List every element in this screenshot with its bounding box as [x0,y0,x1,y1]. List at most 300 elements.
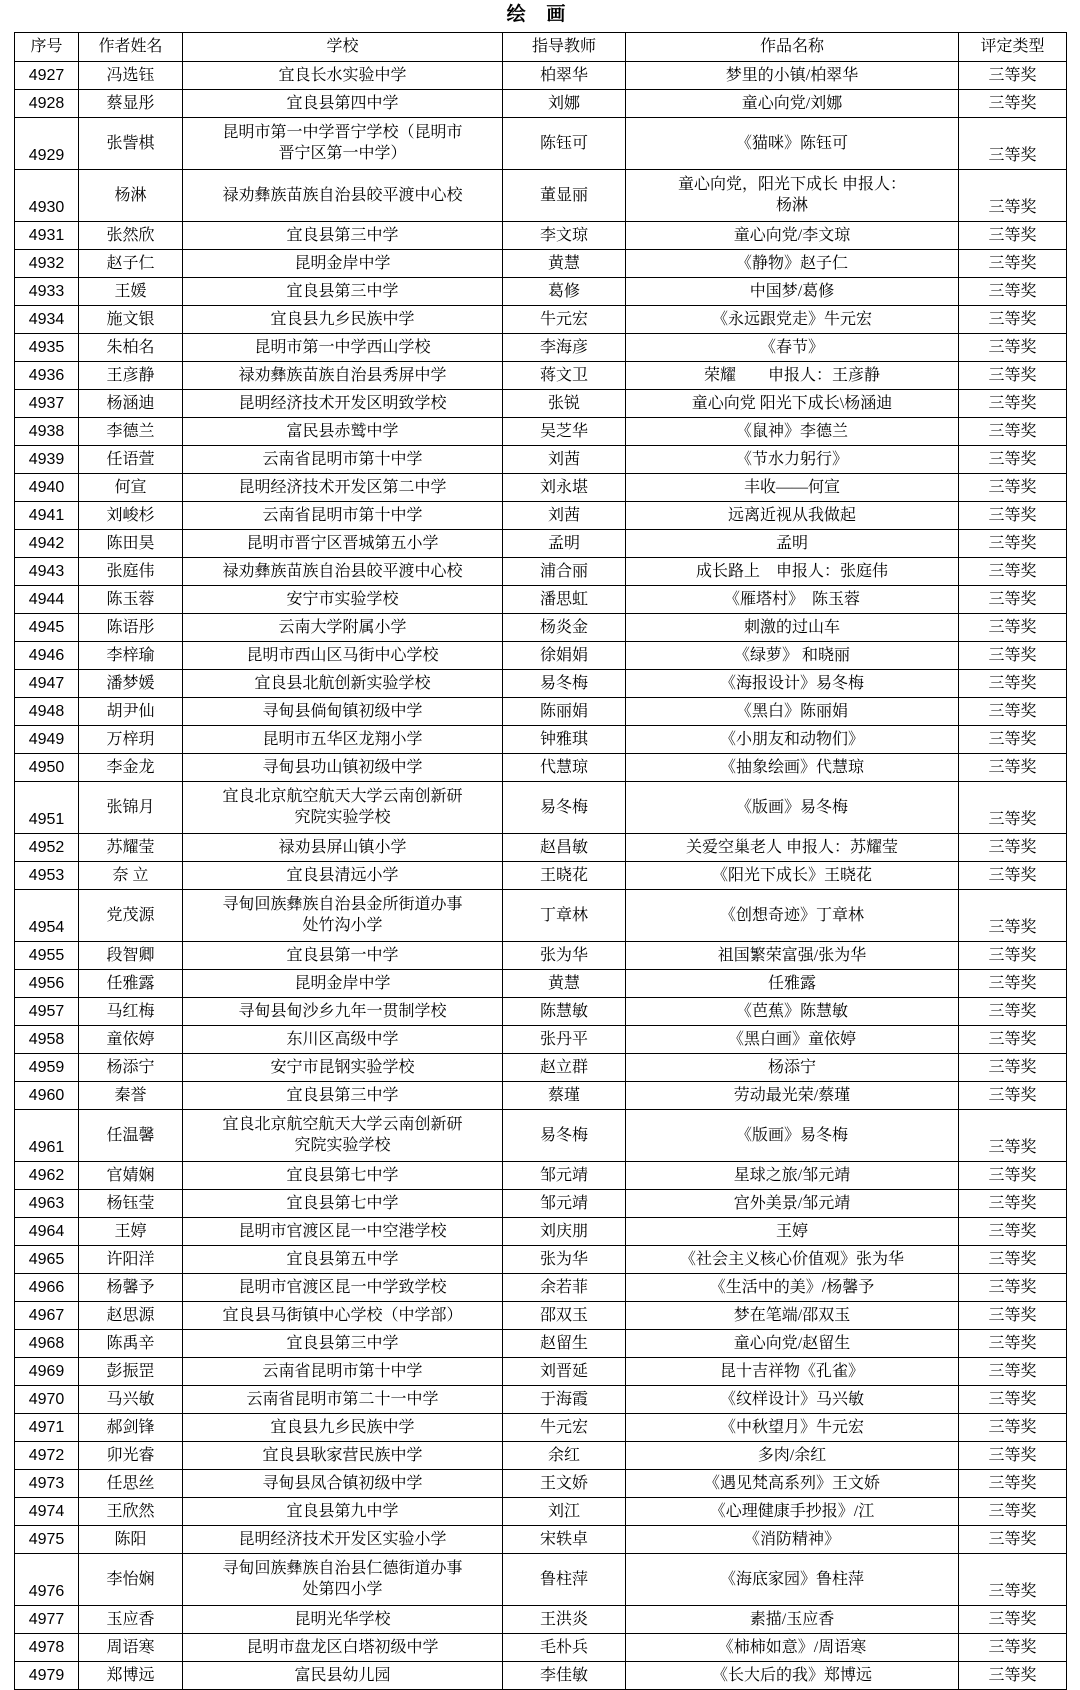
cell-teacher-name: 柏翠华 [503,61,626,89]
cell-author-name: 党茂源 [79,889,183,941]
cell-sequence-number: 4946 [15,641,79,669]
cell-sequence-number: 4967 [15,1301,79,1329]
cell-teacher-name: 王洪炎 [503,1605,626,1633]
cell-work-title: 任雅露 [626,969,959,997]
table-row [15,781,1067,833]
cell-author-name: 王彦静 [79,361,183,389]
cell-work-title: 多肉/余红 [626,1441,959,1469]
cell-school-name-line: 宜良北京航空航天大学云南创新研 [222,1115,463,1133]
cell-school-name: 宜良县第三中学 [183,1329,503,1357]
cell-teacher-name: 邹元靖 [503,1161,626,1189]
cell-sequence-number: 4941 [15,501,79,529]
cell-school-name [183,781,503,833]
table-row [15,277,1067,305]
cell-school-name-line: 宜良北京航空航天大学云南创新研 [222,787,463,805]
cell-school-name: 昆明市盘龙区白塔初级中学 [183,1633,503,1661]
cell-award-type: 三等奖 [959,585,1067,613]
cell-author-name: 苏耀莹 [79,833,183,861]
table-row [15,861,1067,889]
table-row [15,1109,1067,1161]
cell-award-type: 三等奖 [959,305,1067,333]
cell-award-type: 三等奖 [959,1413,1067,1441]
cell-teacher-name: 张为华 [503,941,626,969]
cell-sequence-number: 4962 [15,1161,79,1189]
cell-teacher-name: 刘茜 [503,445,626,473]
cell-award-type: 三等奖 [959,529,1067,557]
cell-school-name: 宜良县第三中学 [183,221,503,249]
cell-sequence-number: 4969 [15,1357,79,1385]
cell-author-name: 朱柏名 [79,333,183,361]
cell-school-name-line: 究院实验学校 [294,809,391,827]
cell-school-name: 昆明市五华区龙翔小学 [183,725,503,753]
cell-work-title: 王婷 [626,1217,959,1245]
cell-author-name: 许阳洋 [79,1245,183,1273]
cell-author-name: 彭振罡 [79,1357,183,1385]
cell-teacher-name: 易冬梅 [503,669,626,697]
cell-school-name: 宜良县第五中学 [183,1245,503,1273]
cell-school-name: 富民县幼儿园 [183,1661,503,1689]
cell-award-type: 三等奖 [959,1633,1067,1661]
cell-work-title: 《鼠神》李德兰 [626,417,959,445]
cell-award-type: 三等奖 [959,1161,1067,1189]
cell-teacher-name: 余红 [503,1441,626,1469]
cell-school-name: 安宁市实验学校 [183,585,503,613]
cell-school-name: 云南省昆明市第二十一中学 [183,1385,503,1413]
cell-work-title-line: 童心向党，阳光下成长 申报人： [677,175,906,193]
table-row [15,1189,1067,1217]
table-row [15,1053,1067,1081]
cell-award-type: 三等奖 [959,1081,1067,1109]
cell-work-title [626,169,959,221]
table-row [15,1525,1067,1553]
cell-award-type: 三等奖 [959,1357,1067,1385]
cell-teacher-name: 张为华 [503,1245,626,1273]
cell-author-name: 童依婷 [79,1025,183,1053]
cell-award-type: 三等奖 [959,89,1067,117]
cell-award-type: 三等奖 [959,613,1067,641]
cell-award-type: 三等奖 [959,1441,1067,1469]
column-header-award: 评定类型 [959,32,1067,61]
cell-teacher-name: 丁章林 [503,889,626,941]
cell-author-name: 陈禹辛 [79,1329,183,1357]
cell-work-title: 劳动最光荣/蔡瑾 [626,1081,959,1109]
cell-award-type: 三等奖 [959,1385,1067,1413]
cell-award-type: 三等奖 [959,889,1067,941]
cell-school-name: 宜良县第七中学 [183,1189,503,1217]
cell-author-name: 李德兰 [79,417,183,445]
cell-sequence-number: 4973 [15,1469,79,1497]
table-row [15,1025,1067,1053]
cell-teacher-name: 陈钰可 [503,117,626,169]
cell-school-name: 禄劝彝族苗族自治县皎平渡中心校 [183,169,503,221]
cell-school-name: 昆明经济技术开发区第二中学 [183,473,503,501]
cell-school-name: 宜良长水实验中学 [183,61,503,89]
table-header-row [15,32,1067,61]
cell-school-name: 宜良县第一中学 [183,941,503,969]
cell-sequence-number: 4964 [15,1217,79,1245]
cell-sequence-number: 4942 [15,529,79,557]
cell-author-name: 张訾棋 [79,117,183,169]
cell-work-title: 《阳光下成长》王晓花 [626,861,959,889]
cell-author-name: 潘梦媛 [79,669,183,697]
cell-teacher-name: 杨炎金 [503,613,626,641]
cell-school-name-line: 究院实验学校 [294,1137,391,1155]
cell-work-title: 丰收——何宣 [626,473,959,501]
table-row [15,61,1067,89]
cell-award-type: 三等奖 [959,697,1067,725]
cell-work-title: 《黑白》陈丽娟 [626,697,959,725]
cell-teacher-name: 张丹平 [503,1025,626,1053]
cell-teacher-name: 于海霞 [503,1385,626,1413]
column-header-school: 学校 [183,32,503,61]
cell-work-title: 刺激的过山车 [626,613,959,641]
cell-author-name: 张庭伟 [79,557,183,585]
cell-teacher-name: 刘庆朋 [503,1217,626,1245]
cell-teacher-name: 邹元靖 [503,1189,626,1217]
cell-teacher-name: 牛元宏 [503,305,626,333]
cell-sequence-number: 4952 [15,833,79,861]
cell-sequence-number: 4949 [15,725,79,753]
cell-school-name: 宜良县九乡民族中学 [183,1413,503,1441]
cell-teacher-name: 易冬梅 [503,781,626,833]
cell-work-title: 昆十吉祥物《孔雀》 [626,1357,959,1385]
table-row [15,889,1067,941]
cell-work-title: 《版画》易冬梅 [626,1109,959,1161]
cell-teacher-name: 鲁柱萍 [503,1553,626,1605]
table-row [15,417,1067,445]
table-row [15,1329,1067,1357]
cell-school-name-line: 处竹沟小学 [302,917,383,935]
cell-award-type: 三等奖 [959,333,1067,361]
table-row [15,1553,1067,1605]
cell-award-type: 三等奖 [959,941,1067,969]
cell-teacher-name: 易冬梅 [503,1109,626,1161]
cell-sequence-number: 4976 [15,1553,79,1605]
cell-award-type: 三等奖 [959,473,1067,501]
cell-school-name-line: 处第四小学 [302,1581,383,1599]
cell-work-title: 星球之旅/邹元靖 [626,1161,959,1189]
cell-sequence-number: 4961 [15,1109,79,1161]
cell-award-type: 三等奖 [959,1245,1067,1273]
table-row [15,969,1067,997]
table-body [15,61,1067,1689]
cell-award-type: 三等奖 [959,61,1067,89]
cell-author-name: 任温馨 [79,1109,183,1161]
cell-sequence-number: 4931 [15,221,79,249]
cell-work-title: 宫外美景/邹元靖 [626,1189,959,1217]
table-row [15,501,1067,529]
cell-work-title: 成长路上 申报人：张庭伟 [626,557,959,585]
cell-author-name: 王婷 [79,1217,183,1245]
cell-sequence-number: 4954 [15,889,79,941]
cell-school-name: 富民县赤鹫中学 [183,417,503,445]
cell-author-name: 陈阳 [79,1525,183,1553]
cell-sequence-number: 4928 [15,89,79,117]
cell-sequence-number: 4945 [15,613,79,641]
cell-award-type: 三等奖 [959,1273,1067,1301]
table-row [15,169,1067,221]
cell-work-title: 《小朋友和动物们》 [626,725,959,753]
cell-teacher-name: 王晓花 [503,861,626,889]
cell-work-title: 《节水力躬行》 [626,445,959,473]
cell-work-title: 中国梦/葛修 [626,277,959,305]
cell-work-title: 《社会主义核心价值观》张为华 [626,1245,959,1273]
cell-award-type: 三等奖 [959,389,1067,417]
cell-sequence-number: 4979 [15,1661,79,1689]
cell-work-title: 童心向党 阳光下成长\杨涵迪 [626,389,959,417]
cell-work-title: 《中秋望月》牛元宏 [626,1413,959,1441]
cell-award-type: 三等奖 [959,1189,1067,1217]
cell-teacher-name: 牛元宏 [503,1413,626,1441]
cell-school-name: 东川区高级中学 [183,1025,503,1053]
table-row [15,557,1067,585]
cell-school-name: 昆明市西山区马街中心学校 [183,641,503,669]
column-header-author: 作者姓名 [79,32,183,61]
cell-author-name: 张然欣 [79,221,183,249]
cell-school-name: 昆明金岸中学 [183,249,503,277]
cell-award-type: 三等奖 [959,557,1067,585]
cell-author-name: 任雅露 [79,969,183,997]
cell-sequence-number: 4977 [15,1605,79,1633]
cell-work-title: 《版画》易冬梅 [626,781,959,833]
cell-award-type: 三等奖 [959,833,1067,861]
table-row [15,361,1067,389]
cell-sequence-number: 4974 [15,1497,79,1525]
cell-author-name: 李怡娴 [79,1553,183,1605]
cell-teacher-name: 赵昌敏 [503,833,626,861]
cell-author-name: 李梓瑜 [79,641,183,669]
cell-work-title: 杨添宁 [626,1053,959,1081]
cell-award-type: 三等奖 [959,997,1067,1025]
cell-author-name: 杨馨予 [79,1273,183,1301]
cell-award-type: 三等奖 [959,445,1067,473]
cell-work-title: 《生活中的美》/杨馨予 [626,1273,959,1301]
cell-sequence-number: 4968 [15,1329,79,1357]
cell-author-name: 郑博远 [79,1661,183,1689]
cell-award-type: 三等奖 [959,781,1067,833]
cell-teacher-name: 刘晋延 [503,1357,626,1385]
table-row [15,1161,1067,1189]
cell-school-name [183,889,503,941]
cell-sequence-number: 4947 [15,669,79,697]
cell-sequence-number: 4940 [15,473,79,501]
table-row [15,1301,1067,1329]
cell-author-name: 刘峻杉 [79,501,183,529]
cell-teacher-name: 李佳敏 [503,1661,626,1689]
table-row [15,1245,1067,1273]
cell-award-type: 三等奖 [959,725,1067,753]
cell-school-name: 云南省昆明市第十中学 [183,501,503,529]
cell-work-title: 《纹样设计》马兴敏 [626,1385,959,1413]
cell-work-title: 《黑白画》童依婷 [626,1025,959,1053]
cell-teacher-name: 刘永堪 [503,473,626,501]
cell-sequence-number: 4943 [15,557,79,585]
table-row [15,1497,1067,1525]
cell-school-name [183,1553,503,1605]
cell-sequence-number: 4948 [15,697,79,725]
cell-school-name: 昆明光华学校 [183,1605,503,1633]
cell-teacher-name: 陈丽娟 [503,697,626,725]
cell-author-name: 任思丝 [79,1469,183,1497]
cell-school-name: 云南省昆明市第十中学 [183,445,503,473]
cell-school-name: 宜良县第四中学 [183,89,503,117]
cell-school-name: 宜良县第三中学 [183,277,503,305]
cell-award-type: 三等奖 [959,361,1067,389]
cell-teacher-name: 葛修 [503,277,626,305]
cell-teacher-name: 代慧琼 [503,753,626,781]
cell-work-title: 童心向党/赵留生 [626,1329,959,1357]
cell-author-name: 赵子仁 [79,249,183,277]
cell-work-title: 《长大后的我》郑博远 [626,1661,959,1689]
table-row [15,445,1067,473]
cell-award-type: 三等奖 [959,1217,1067,1245]
cell-sequence-number: 4965 [15,1245,79,1273]
cell-school-name: 寻甸县凤合镇初级中学 [183,1469,503,1497]
cell-school-name: 宜良县第三中学 [183,1081,503,1109]
cell-school-name: 安宁市昆钢实验学校 [183,1053,503,1081]
table-row [15,697,1067,725]
cell-sequence-number: 4927 [15,61,79,89]
cell-school-name-line: 寻甸回族彝族自治县仁德街道办事 [222,1559,463,1577]
cell-work-title: 《海报设计》易冬梅 [626,669,959,697]
cell-school-name: 禄劝彝族苗族自治县皎平渡中心校 [183,557,503,585]
cell-author-name: 马红梅 [79,997,183,1025]
cell-teacher-name: 李海彦 [503,333,626,361]
page-title: 绘 画 [506,4,574,25]
cell-award-type: 三等奖 [959,1605,1067,1633]
cell-author-name: 杨涵迪 [79,389,183,417]
cell-teacher-name: 徐娟娟 [503,641,626,669]
table-row [15,529,1067,557]
table-row [15,833,1067,861]
cell-teacher-name: 宋轶卓 [503,1525,626,1553]
cell-sequence-number: 4978 [15,1633,79,1661]
cell-award-type: 三等奖 [959,1301,1067,1329]
cell-teacher-name: 黄慧 [503,969,626,997]
cell-school-name: 宜良县九乡民族中学 [183,305,503,333]
cell-work-title: 《绿萝》 和晓丽 [626,641,959,669]
cell-work-title: 童心向党/刘娜 [626,89,959,117]
cell-school-name: 云南省昆明市第十中学 [183,1357,503,1385]
cell-teacher-name: 钟雅琪 [503,725,626,753]
cell-teacher-name: 余若菲 [503,1273,626,1301]
cell-school-name-line: 晋宁区第一中学） [278,145,407,163]
cell-teacher-name: 刘茜 [503,501,626,529]
cell-school-name: 寻甸县甸沙乡九年一贯制学校 [183,997,503,1025]
cell-work-title: 童心向党/李文琼 [626,221,959,249]
cell-teacher-name: 黄慧 [503,249,626,277]
cell-work-title: 《海底家园》鲁柱萍 [626,1553,959,1605]
cell-school-name: 宜良县北航创新实验学校 [183,669,503,697]
table-row [15,1081,1067,1109]
table-row [15,333,1067,361]
table-row [15,305,1067,333]
cell-author-name: 段智卿 [79,941,183,969]
table-row [15,641,1067,669]
cell-school-name: 宜良县清远小学 [183,861,503,889]
table-row [15,1413,1067,1441]
cell-work-title: 《芭蕉》陈慧敏 [626,997,959,1025]
cell-sequence-number: 4934 [15,305,79,333]
cell-award-type: 三等奖 [959,669,1067,697]
table-row [15,221,1067,249]
cell-award-type: 三等奖 [959,1469,1067,1497]
cell-award-type: 三等奖 [959,249,1067,277]
cell-sequence-number: 4937 [15,389,79,417]
cell-school-name: 昆明市第一中学西山学校 [183,333,503,361]
cell-award-type: 三等奖 [959,221,1067,249]
cell-work-title: 荣耀 申报人：王彦静 [626,361,959,389]
table-row [15,1661,1067,1689]
table-row [15,1469,1067,1497]
cell-teacher-name: 蔡瑾 [503,1081,626,1109]
cell-teacher-name: 王文娇 [503,1469,626,1497]
cell-work-title: 《雁塔村》 陈玉蓉 [626,585,959,613]
table-row [15,1441,1067,1469]
cell-award-type: 三等奖 [959,1109,1067,1161]
cell-sequence-number: 4936 [15,361,79,389]
cell-award-type: 三等奖 [959,1053,1067,1081]
cell-author-name: 李金龙 [79,753,183,781]
cell-teacher-name: 邵双玉 [503,1301,626,1329]
column-header-teacher: 指导教师 [503,32,626,61]
table-row [15,1633,1067,1661]
cell-author-name: 蔡显彤 [79,89,183,117]
cell-school-name: 昆明市晋宁区晋城第五小学 [183,529,503,557]
cell-award-type: 三等奖 [959,753,1067,781]
cell-award-type: 三等奖 [959,117,1067,169]
cell-award-type: 三等奖 [959,1025,1067,1053]
cell-sequence-number: 4944 [15,585,79,613]
cell-teacher-name: 毛朴兵 [503,1633,626,1661]
cell-sequence-number: 4971 [15,1413,79,1441]
cell-sequence-number: 4935 [15,333,79,361]
table-row [15,941,1067,969]
cell-author-name: 王欣然 [79,1497,183,1525]
cell-sequence-number: 4933 [15,277,79,305]
cell-work-title: 《猫咪》陈钰可 [626,117,959,169]
cell-teacher-name: 蒋文卫 [503,361,626,389]
cell-sequence-number: 4966 [15,1273,79,1301]
table-row [15,1385,1067,1413]
cell-author-name: 杨淋 [79,169,183,221]
cell-work-title: 《静物》赵子仁 [626,249,959,277]
cell-teacher-name: 孟明 [503,529,626,557]
cell-work-title-line: 杨淋 [775,197,808,215]
cell-author-name: 马兴敏 [79,1385,183,1413]
cell-teacher-name: 董显丽 [503,169,626,221]
cell-work-title: 素描/玉应香 [626,1605,959,1633]
cell-author-name: 万梓玥 [79,725,183,753]
cell-sequence-number: 4929 [15,117,79,169]
cell-award-type: 三等奖 [959,169,1067,221]
cell-author-name: 王媛 [79,277,183,305]
cell-work-title: 梦里的小镇/柏翠华 [626,61,959,89]
cell-school-name: 昆明市官渡区昆一中学致学校 [183,1273,503,1301]
cell-sequence-number: 4938 [15,417,79,445]
cell-author-name: 杨添宁 [79,1053,183,1081]
cell-teacher-name: 张锐 [503,389,626,417]
cell-school-name: 宜良县第七中学 [183,1161,503,1189]
cell-school-name: 昆明市官渡区昆一中空港学校 [183,1217,503,1245]
table-row [15,725,1067,753]
cell-author-name: 官婧娴 [79,1161,183,1189]
cell-author-name: 杨钰莹 [79,1189,183,1217]
cell-sequence-number: 4963 [15,1189,79,1217]
cell-sequence-number: 4951 [15,781,79,833]
cell-author-name: 任语萱 [79,445,183,473]
cell-author-name: 冯选钰 [79,61,183,89]
